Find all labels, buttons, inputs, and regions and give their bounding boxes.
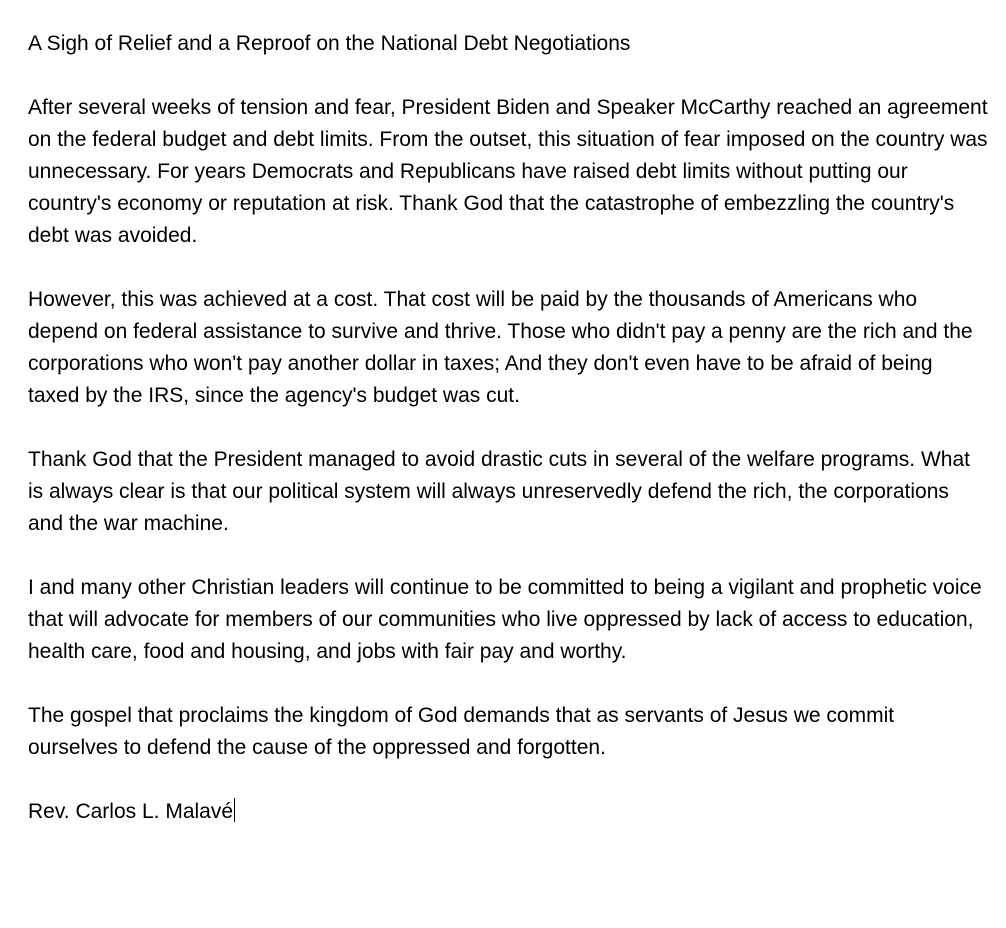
signature: Rev. Carlos L. Malavé	[28, 800, 234, 823]
document-body[interactable]	[28, 28, 988, 860]
document-title: A Sigh of Relief and a Reproof on the National Debt Negotiations	[28, 32, 631, 55]
signature-line	[28, 796, 988, 828]
paragraph-1: After several weeks of tension and fear, President Biden and Speaker McCarthy reached an agreement on the federal budget and debt limits. From the outset, this situation of fear imposed on the country was unnecessary. For years Democrats and Republicans have raised debt limits without putting our country's economy or reputation at risk. Thank God that the catastrophe of embezzling the country's debt was avoided.	[28, 96, 988, 247]
text-cursor	[234, 798, 235, 822]
paragraph-3: Thank God that the President managed to avoid drastic cuts in several of the welfare programs. What is always clear is that our political system will always unreservedly defend the rich, the corporations and the war machine.	[28, 448, 970, 535]
paragraph-5: The gospel that proclaims the kingdom of God demands that as servants of Jesus we commit ourselves to defend the cause of the oppressed and forgotten.	[28, 704, 895, 759]
paragraph-2: However, this was achieved at a cost. That cost will be paid by the thousands of Americans who depend on federal assistance to survive and thrive. Those who didn't pay a penny are the rich and the corporations who won't pay another dollar in taxes; And they don't even have to be afraid of being taxed by the IRS, since the agency's budget was cut.	[28, 288, 973, 407]
paragraph-4: I and many other Christian leaders will continue to be committed to being a vigilant and prophetic voice that will advocate for members of our communities who live oppressed by lack of access to education, health care, food and housing, and jobs with fair pay and worthy.	[28, 576, 982, 663]
